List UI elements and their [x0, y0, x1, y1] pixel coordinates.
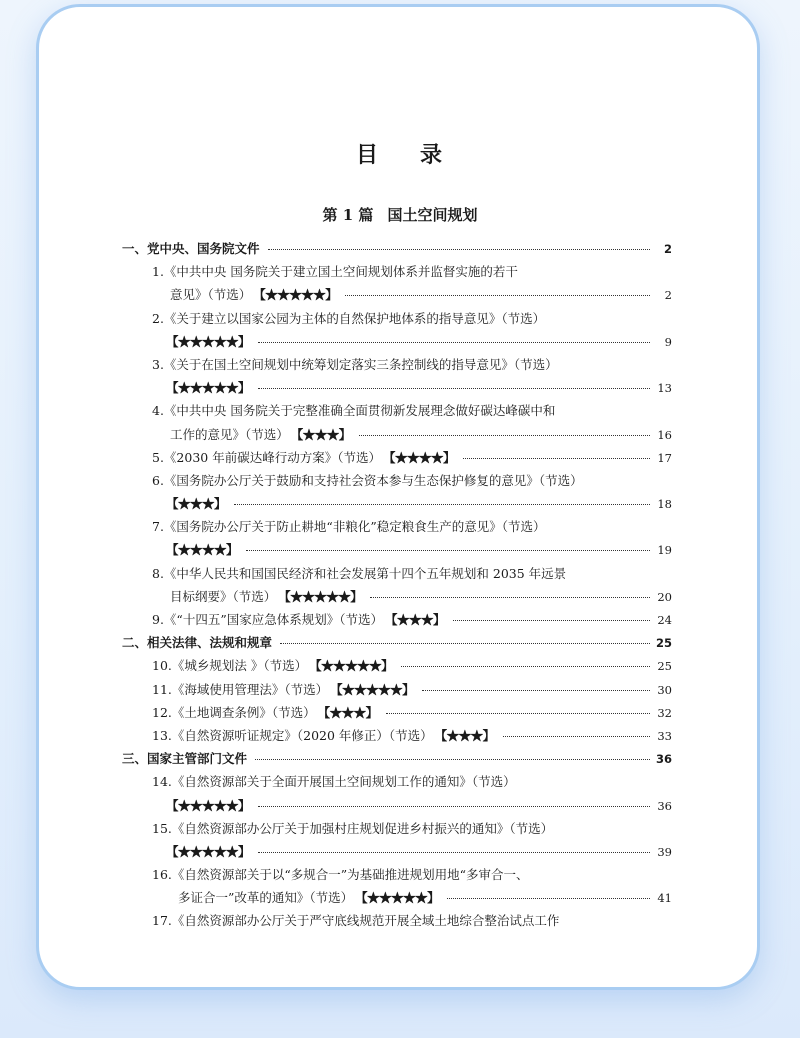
- toc-entry[interactable]: 17.《自然资源部办公厅关于严守底线规范开展全域土地综合整治试点工作: [152, 913, 560, 929]
- dot-leader: [422, 690, 650, 691]
- rating-stars: 【★★★】: [384, 612, 445, 627]
- rating-stars: 【★★★】: [434, 727, 495, 743]
- rating-stars: 【★★★★★】: [166, 333, 251, 349]
- rating-stars: 【★★★】: [317, 704, 378, 720]
- page-number: 2: [663, 242, 672, 256]
- page-number: 9: [664, 334, 672, 349]
- dot-leader: [255, 759, 650, 760]
- toc-entry[interactable]: 16.《自然资源部关于以“多规合一”为基础推进规划用地“多审合一、: [152, 867, 529, 883]
- toc-entry[interactable]: 意见》（节选） 【★★★★★】 2: [122, 283, 672, 306]
- toc-entry[interactable]: 11.《海域使用管理法》（节选） 【★★★★★】 30: [122, 678, 672, 701]
- page-number: 33: [657, 728, 672, 743]
- toc-entry[interactable]: [122, 492, 672, 515]
- page-number: 24: [657, 613, 672, 627]
- rating-stars: 【★★★★★】: [166, 380, 251, 396]
- page-number: 18: [657, 497, 672, 512]
- dot-leader: [345, 295, 650, 296]
- toc-entry[interactable]: 10.《城乡规划法 》（节选） 【★★★★★】 25: [122, 654, 672, 677]
- toc-entry[interactable]: [122, 840, 672, 863]
- toc-entry[interactable]: 8.《中华人民共和国国民经济和社会发展第十四个五年规划和 2035 年远景: [152, 565, 567, 581]
- dot-leader: [280, 643, 650, 644]
- dot-leader: [359, 435, 650, 436]
- dot-leader: [463, 458, 650, 459]
- toc-entry[interactable]: 14.《自然资源部关于全面开展国土空间规划工作的通知》（节选）: [152, 774, 516, 790]
- part-heading: [0, 204, 800, 225]
- toc-entry[interactable]: 工作的意见》（节选） 【★★★】 16: [122, 423, 672, 446]
- toc-entry[interactable]: [122, 538, 672, 561]
- toc-section-heading[interactable]: 一、党中央、国务院文件 2: [122, 237, 672, 260]
- toc-entry[interactable]: 15.《自然资源部办公厅关于加强村庄规划促进乡村振兴的通知》（节选）: [152, 820, 554, 836]
- page-number: 30: [657, 682, 672, 697]
- toc-entry[interactable]: [122, 376, 672, 399]
- rating-stars: 【★★★★★】: [330, 681, 415, 697]
- dot-leader: [453, 620, 650, 621]
- rating-stars: 【★★★★】: [166, 542, 239, 558]
- page-number: 32: [657, 705, 672, 720]
- rating-stars: 【★★★】: [166, 496, 227, 512]
- dot-leader: [258, 806, 650, 807]
- dot-leader: [447, 898, 650, 899]
- toc-entry[interactable]: 4.《中共中央 国务院关于完整准确全面贯彻新发展理念做好碳达峰碳中和: [152, 403, 556, 419]
- page-number: 36: [657, 798, 672, 813]
- rating-stars: 【★★★★★】: [166, 843, 251, 859]
- page-number: 17: [657, 450, 672, 465]
- part-number: 第 1 篇: [322, 206, 374, 224]
- part-name: 国土空间规划: [387, 206, 478, 224]
- toc-entry[interactable]: 5.《2030 年前碳达峰行动方案》（节选） 【★★★★】 17: [122, 446, 672, 469]
- toc-entry[interactable]: [122, 330, 672, 353]
- dot-leader: [386, 713, 650, 714]
- rating-stars: 【★★★★★】: [166, 797, 251, 813]
- rating-stars: 【★★★★★】: [309, 658, 394, 674]
- page-number: 25: [657, 659, 672, 674]
- dot-leader: [370, 597, 650, 598]
- toc-entry[interactable]: 3.《关于在国土空间规划中统筹划定落实三条控制线的指导意见》（节选）: [152, 356, 558, 372]
- toc-entry[interactable]: 12.《土地调查条例》（节选） 【★★★】 32: [122, 701, 672, 724]
- toc-entry[interactable]: 2.《关于建立以国家公园为主体的自然保护地体系的指导意见》（节选）: [152, 310, 546, 326]
- dot-leader: [246, 550, 650, 551]
- page-number: 2: [664, 288, 672, 303]
- toc-entry[interactable]: 7.《国务院办公厅关于防止耕地“非粮化”稳定粮食生产的意见》（节选）: [152, 519, 546, 535]
- page-number: 25: [655, 636, 672, 651]
- toc-entry[interactable]: [122, 794, 672, 817]
- dot-leader: [234, 504, 650, 505]
- toc-entry[interactable]: 1.《中共中央 国务院关于建立国土空间规划体系并监督实施的若干: [152, 264, 518, 280]
- page-title: 目 录: [355, 143, 445, 168]
- dot-leader: [268, 249, 650, 250]
- rating-stars: 【★★★★★】: [355, 890, 440, 906]
- dot-leader: [258, 388, 650, 389]
- toc-entry[interactable]: 9.《“十四五”国家应急体系规划》（节选） 【★★★】 24: [122, 608, 672, 631]
- toc-section-heading[interactable]: 二、相关法律、法规和规章 25: [122, 631, 672, 654]
- dot-leader: [503, 736, 650, 737]
- page-number: 16: [657, 427, 672, 442]
- toc-section-heading[interactable]: 三、国家主管部门文件 36: [122, 747, 672, 770]
- toc-entry[interactable]: 6.《国务院办公厅关于鼓励和支持社会资本参与生态保护修复的意见》（节选）: [152, 472, 583, 488]
- rating-stars: 【★★★★★】: [278, 588, 363, 604]
- dot-leader: [258, 852, 650, 853]
- dot-leader: [401, 666, 650, 667]
- page-number: 41: [657, 891, 672, 906]
- toc-entry[interactable]: 目标纲要》（节选） 【★★★★★】 20: [122, 585, 672, 608]
- page-number: 19: [657, 543, 672, 558]
- rating-stars: 【★★★★★】: [253, 287, 338, 303]
- page-number: 36: [655, 752, 672, 767]
- page-number: 20: [657, 589, 672, 604]
- rating-stars: 【★★★】: [290, 426, 351, 442]
- rating-stars: 【★★★★】: [382, 449, 455, 465]
- page-number: 39: [657, 844, 672, 859]
- dot-leader: [258, 342, 650, 343]
- table-of-contents: [122, 237, 672, 933]
- page-number: 13: [657, 381, 672, 396]
- toc-entry[interactable]: 多证合一”改革的通知》（节选） 【★★★★★】 41: [122, 886, 672, 909]
- toc-entry[interactable]: 13.《自然资源听证规定》（2020 年修正）（节选） 【★★★】 33: [122, 724, 672, 747]
